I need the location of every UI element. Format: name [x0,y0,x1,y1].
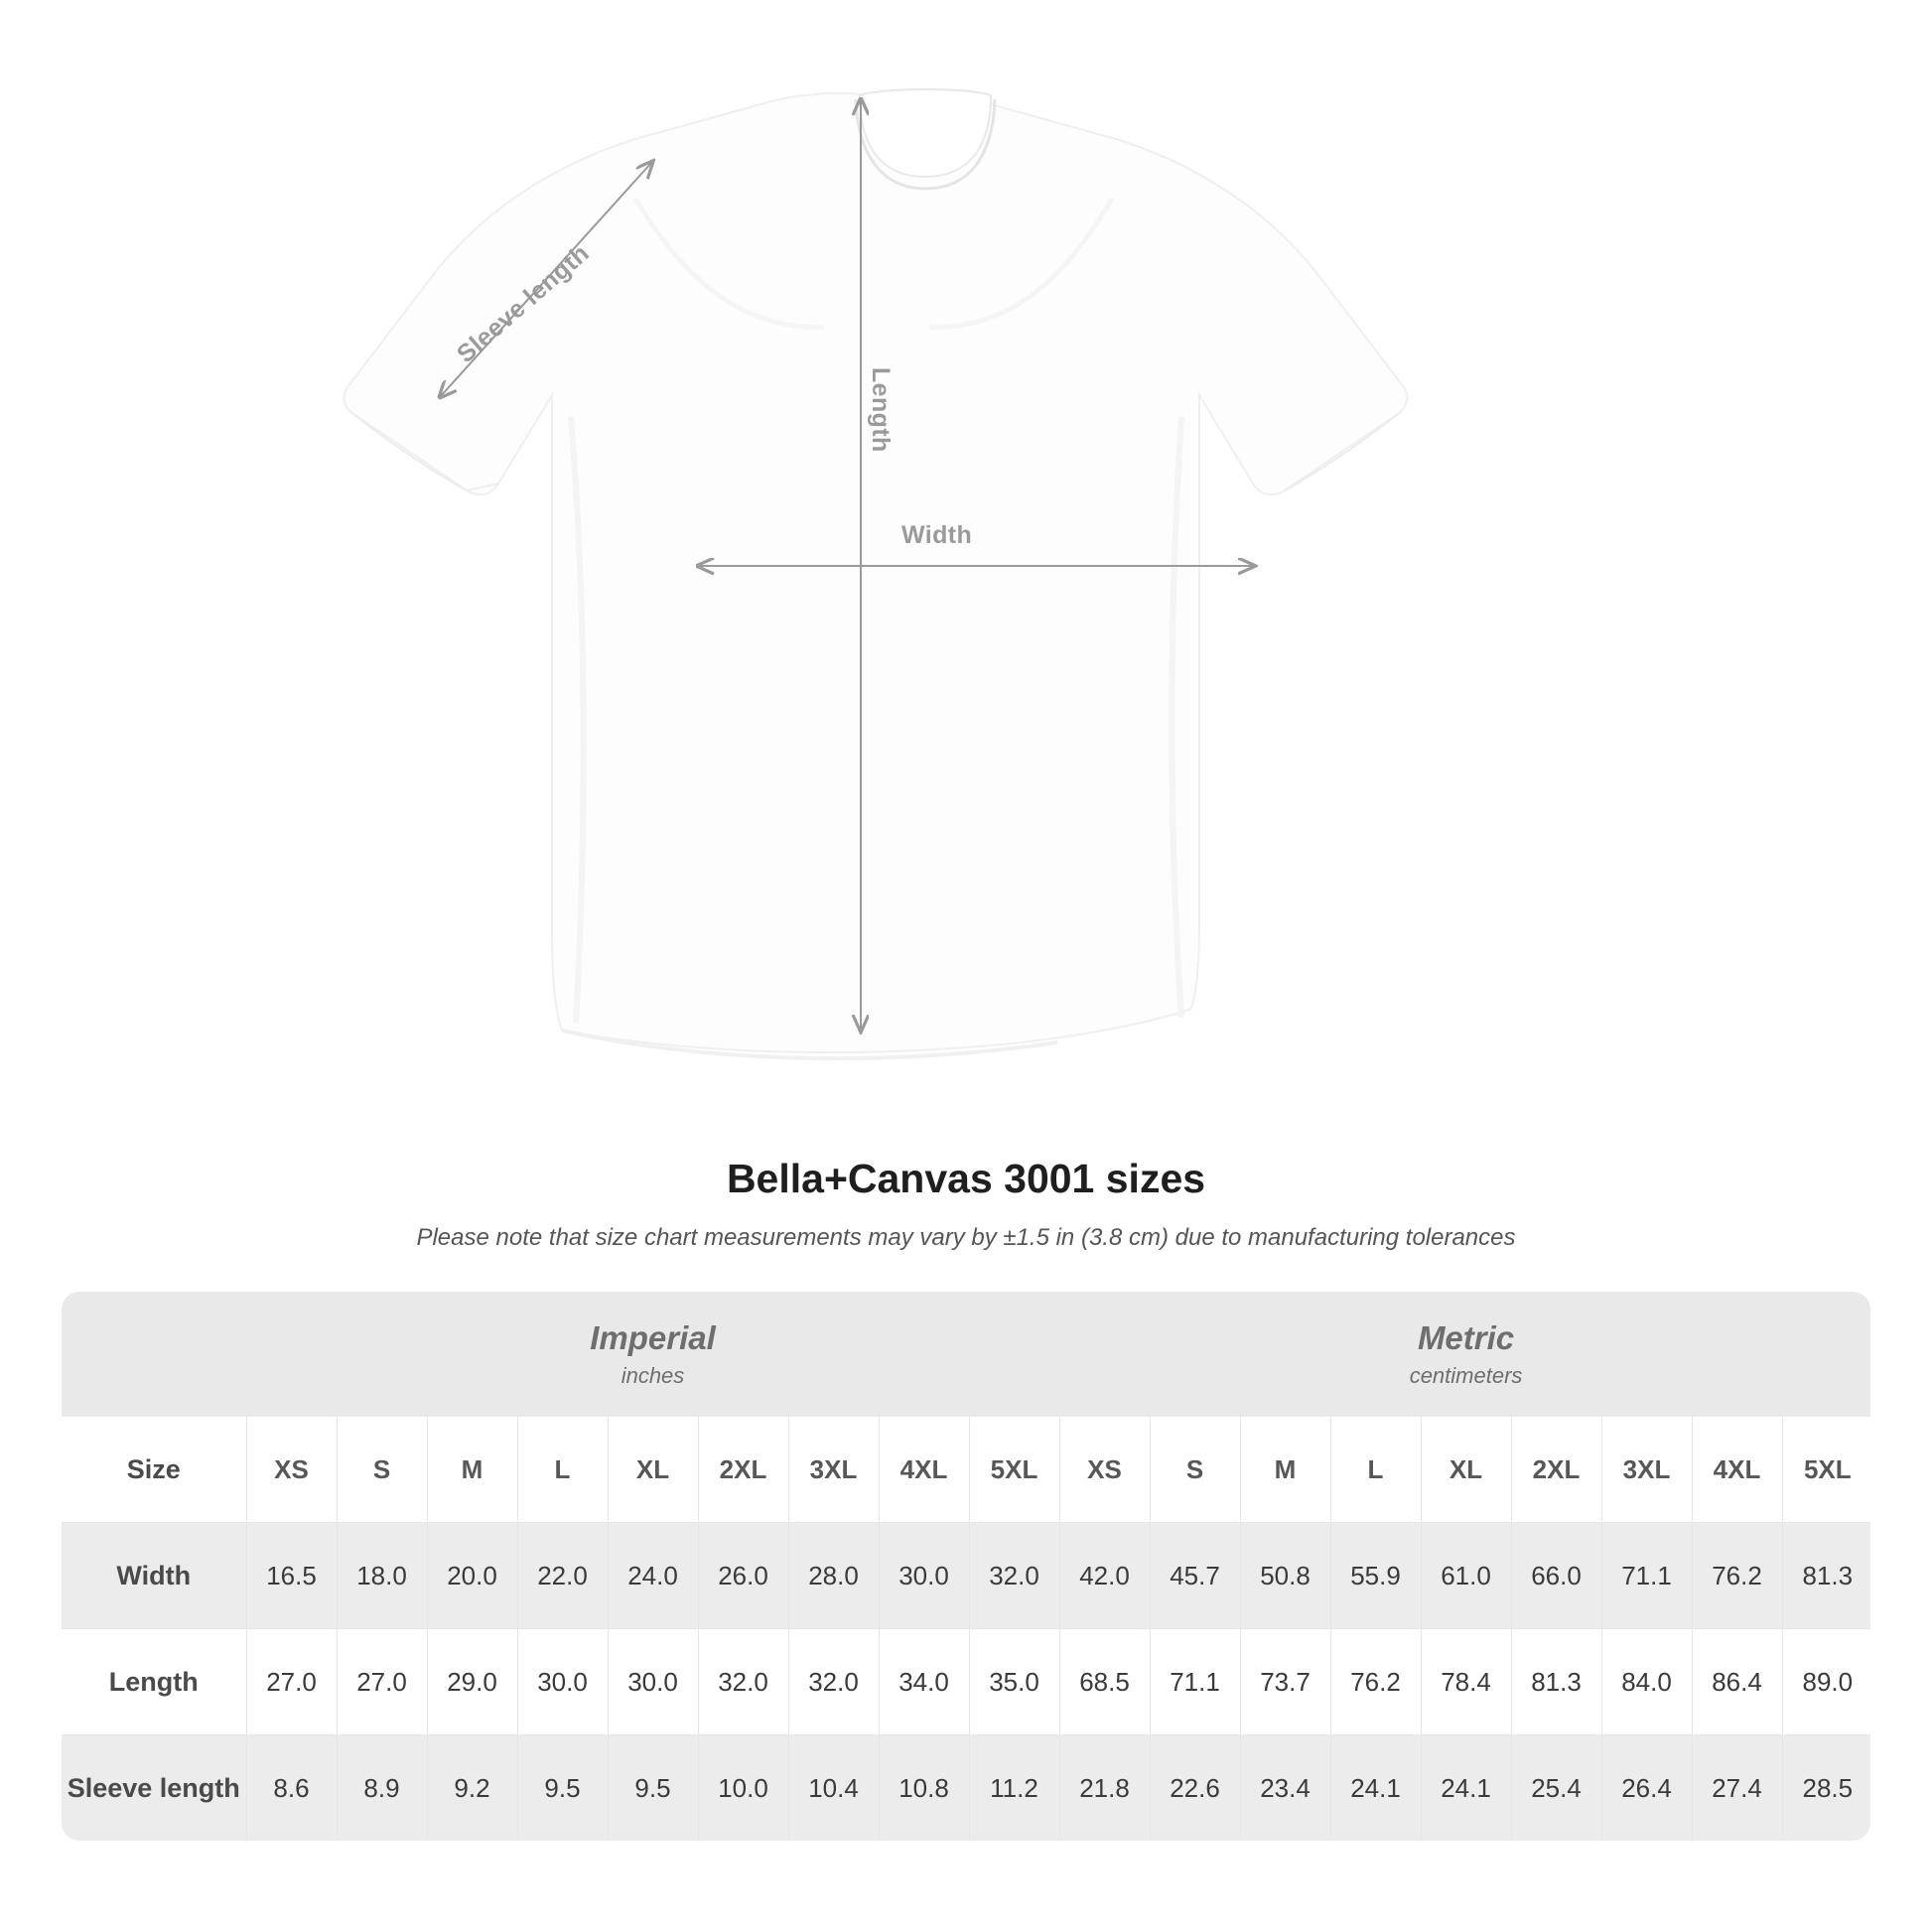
cell-sleeve-imperial-s: 8.9 [337,1735,427,1842]
size-header-imperial-m: M [427,1417,517,1523]
cell-width-imperial-2xl: 26.0 [698,1523,788,1629]
cell-sleeve-metric-xl: 24.1 [1421,1735,1511,1842]
cell-length-metric-2xl: 81.3 [1511,1629,1601,1735]
size-header-metric-5xl: 5XL [1782,1417,1870,1523]
size-header-row [62,1417,1870,1523]
cell-length-imperial-3xl: 32.0 [788,1629,879,1735]
unit-metric-unit: centimeters [1409,1362,1523,1388]
chart-note: Please note that size chart measurements may vary by ±1.5 in (3.8 cm) due to manufacturing tolerances [416,1224,1516,1251]
cell-length-imperial-4xl: 34.0 [879,1629,969,1735]
cell-sleeve-imperial-3xl: 10.4 [788,1735,879,1842]
cell-length-metric-5xl: 89.0 [1782,1629,1870,1735]
cell-sleeve-metric-3xl: 26.4 [1601,1735,1692,1842]
unit-system-row [62,1292,1870,1417]
cell-width-metric-4xl: 76.2 [1692,1523,1782,1629]
cell-width-imperial-4xl: 30.0 [879,1523,969,1629]
size-header-imperial-s: S [337,1417,427,1523]
cell-length-imperial-xs: 27.0 [246,1629,337,1735]
size-header-imperial-l: L [517,1417,608,1523]
size-header-metric-xs: XS [1059,1417,1150,1523]
size-header-label: Size [62,1417,246,1523]
length-label: Length [867,367,895,453]
cell-width-imperial-5xl: 32.0 [969,1523,1059,1629]
cell-sleeve-metric-l: 24.1 [1330,1735,1421,1842]
cell-sleeve-metric-xs: 21.8 [1059,1735,1150,1842]
cell-sleeve-metric-4xl: 27.4 [1692,1735,1782,1842]
cell-width-imperial-m: 20.0 [427,1523,517,1629]
size-header-metric-l: L [1330,1417,1421,1523]
cell-sleeve-metric-2xl: 25.4 [1511,1735,1601,1842]
cell-length-imperial-xl: 30.0 [608,1629,698,1735]
cell-width-imperial-3xl: 28.0 [788,1523,879,1629]
cell-sleeve-imperial-m: 9.2 [427,1735,517,1842]
size-header-metric-s: S [1150,1417,1240,1523]
size-header-metric-3xl: 3XL [1601,1417,1692,1523]
cell-length-metric-xl: 78.4 [1421,1629,1511,1735]
cell-sleeve-metric-s: 22.6 [1150,1735,1240,1842]
cell-length-imperial-5xl: 35.0 [969,1629,1059,1735]
size-header-metric-2xl: 2XL [1511,1417,1601,1523]
size-header-imperial-2xl: 2XL [698,1417,788,1523]
unit-row-corner [62,1292,246,1417]
cell-width-metric-2xl: 66.0 [1511,1523,1601,1629]
cell-sleeve-metric-m: 23.4 [1240,1735,1330,1842]
cell-sleeve-imperial-2xl: 10.0 [698,1735,788,1842]
size-table [62,1292,1870,1841]
size-header-imperial-5xl: 5XL [969,1417,1059,1523]
cell-length-metric-s: 71.1 [1150,1629,1240,1735]
unit-imperial-cell [246,1292,1059,1417]
cell-length-metric-m: 73.7 [1240,1629,1330,1735]
cell-length-metric-xs: 68.5 [1059,1629,1150,1735]
cell-length-metric-3xl: 84.0 [1601,1629,1692,1735]
chart-title: Bella+Canvas 3001 sizes [726,1156,1206,1201]
cell-width-metric-5xl: 81.3 [1782,1523,1870,1629]
tshirt-shape [345,89,1408,1058]
cell-sleeve-imperial-xs: 8.6 [246,1735,337,1842]
cell-width-metric-m: 50.8 [1240,1523,1330,1629]
table-row [62,1735,1870,1842]
cell-length-imperial-l: 30.0 [517,1629,608,1735]
row-label-sleeve-length: Sleeve length [62,1735,246,1842]
cell-width-imperial-s: 18.0 [337,1523,427,1629]
unit-metric-cell [1059,1292,1870,1417]
cell-width-imperial-xs: 16.5 [246,1523,337,1629]
size-header-imperial-4xl: 4XL [879,1417,969,1523]
cell-width-metric-xs: 42.0 [1059,1523,1150,1629]
cell-sleeve-metric-5xl: 28.5 [1782,1735,1870,1842]
unit-imperial-system: Imperial [590,1319,716,1357]
cell-length-imperial-s: 27.0 [337,1629,427,1735]
cell-sleeve-imperial-4xl: 10.8 [879,1735,969,1842]
cell-width-imperial-l: 22.0 [517,1523,608,1629]
row-label-length: Length [62,1629,246,1735]
size-header-imperial-xs: XS [246,1417,337,1523]
cell-width-metric-xl: 61.0 [1421,1523,1511,1629]
cell-sleeve-imperial-5xl: 11.2 [969,1735,1059,1842]
row-label-width: Width [62,1523,246,1629]
table-row [62,1523,1870,1629]
size-header-metric-xl: XL [1421,1417,1511,1523]
size-header-metric-4xl: 4XL [1692,1417,1782,1523]
cell-length-metric-l: 76.2 [1330,1629,1421,1735]
width-label: Width [901,521,973,549]
table-row [62,1629,1870,1735]
cell-width-metric-3xl: 71.1 [1601,1523,1692,1629]
cell-width-metric-s: 45.7 [1150,1523,1240,1629]
cell-width-imperial-xl: 24.0 [608,1523,698,1629]
unit-metric-system: Metric [1417,1319,1515,1357]
cell-length-metric-4xl: 86.4 [1692,1629,1782,1735]
size-header-metric-m: M [1240,1417,1330,1523]
cell-width-metric-l: 55.9 [1330,1523,1421,1629]
cell-sleeve-imperial-xl: 9.5 [608,1735,698,1842]
sleeve-length-label: Sleeve length [452,238,595,369]
cell-sleeve-imperial-l: 9.5 [517,1735,608,1842]
size-header-imperial-xl: XL [608,1417,698,1523]
unit-imperial-unit: inches [621,1362,685,1388]
cell-length-imperial-2xl: 32.0 [698,1629,788,1735]
size-header-imperial-3xl: 3XL [788,1417,879,1523]
size-table-wrapper [62,1292,1870,1841]
cell-length-imperial-m: 29.0 [427,1629,517,1735]
